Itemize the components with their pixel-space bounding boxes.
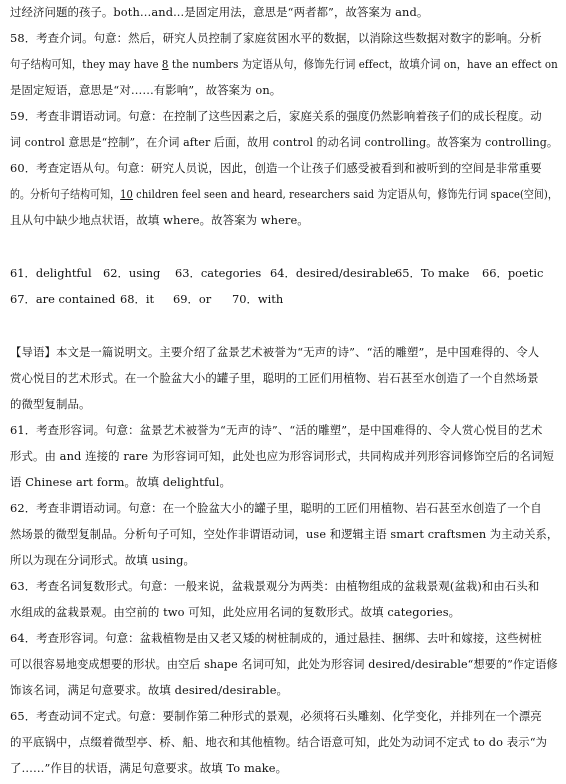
answer-item: 61．delightful: [10, 266, 92, 280]
text-line: 58．考查介词。句意：然后，研究人员控制了家庭贫困水平的数据，以消除这些数据对数字的影响。分析: [10, 31, 542, 45]
text-line: 65．考查动词不定式。句意：要制作第二种形式的景观，必须将石头雕刻、化学变化，并排列在一个漂亮: [10, 709, 542, 723]
text-line: 63．考查名词复数形式。句意：一般来说，盆栽景观分为两类：由植物组成的盆栽景观(盆栽)和由石头和: [10, 579, 540, 593]
text-line: 【导语】本文是一篇说明文。主要介绍了盆景艺术被誉为“无声的诗”、“活的雕塑”，是中国难得的、令人: [10, 345, 540, 359]
text-line: 62．考查非谓语动词。句意：在一个脸盆大小的罐子里，聪明的工匠们用植物、岩石甚至水创造了一个自: [10, 501, 542, 515]
text-line: 可以很容易地变成想要的形状。由空后 shape 名词可知，此处为形容词 desired/desirable“想要的”作定语修: [10, 657, 558, 671]
text-line: 语 Chinese art form。故填 delightful。: [10, 475, 231, 489]
answer-item: 62．using: [103, 266, 161, 280]
answer-item: 63．categories: [175, 266, 262, 280]
text-line: 水组成的盆栽景观。由空前的 two 可知，此处应用名词的复数形式。故填 categories。: [10, 605, 461, 619]
text-line: 形式。由 and 连接的 rare 为形容词可知，此处也应为形容词形式，共同构成并列形容词修饰空后的名词短: [10, 449, 555, 463]
answer-item: 65．To make: [395, 266, 470, 280]
answer-item: 66．poetic: [482, 266, 544, 280]
text-line: 的平底锅中，点缀着微型亭、桥、船、地衣和其他植物。结合语意可知，此处为动词不定式 to do 表示“为: [10, 735, 548, 749]
text-line: 赏心悦目的艺术形式。在一个脸盆大小的罐子里，聪明的工匠们用植物、岩石甚至水创造了一个自然场景: [10, 371, 539, 385]
blank-number: 10: [120, 187, 133, 201]
text-line: 60．考查定语从句。句意：研究人员说，因此，创造一个让孩子们感受被看到和被听到的空间是非常重要: [10, 161, 542, 175]
text-line: 了……”作目的状语，满足句意要求。故填 To make。: [10, 761, 288, 775]
text-line: 59．考查非谓语动词。句意：在控制了这些因素之后，家庭关系的强度仍然影响着孩子们的成长程度。动: [10, 109, 542, 123]
text-line: 64．考查形容词。句意：盆栽植物是由又老又矮的树桩制成的，通过悬挂、捆绑、去叶和嫁接，这些树桩: [10, 631, 542, 645]
answer-item: 69．or: [173, 292, 212, 306]
text-line: 饰该名词，满足句意要求。故填 desired/desirable。: [10, 683, 289, 697]
text-line: 61．考查形容词。句意：盆景艺术被誉为“无声的诗”、“活的雕塑”，是中国难得的、令人赏心悦目的艺术: [10, 423, 543, 437]
text-span: 的。分析句子结构可知，: [10, 187, 121, 201]
answer-item: 68．it: [120, 292, 155, 306]
answer-item: 64．desired/desirable: [270, 266, 397, 280]
text-line: 然场景的微型复制品。分析句子可知，空处作非谓语动词，use 和逻辑主语 smart craftsmen 为主动关系，: [10, 527, 559, 541]
text-line: 且从句中缺少地点状语，故填 where。故答案为 where。: [10, 213, 309, 227]
text-span: 句子结构可知，they may have: [10, 57, 162, 71]
blank-number: 8: [161, 57, 169, 71]
text-line: 词 control 意思是“控制”，在介词 after 后面，故用 control 的动名词 controlling。故答案为 controlling。: [10, 135, 558, 149]
answer-item: 70．with: [232, 292, 284, 306]
text-line: 过经济问题的孩子。both…and...是固定用法，意思是“两者都”，故答案为 and。: [10, 5, 429, 19]
text-line: [10, 186, 558, 202]
text-line: 是固定短语，意思是“对……有影响”，故答案为 on。: [10, 83, 282, 97]
text-span: children feel seen and heard, researchers said 为定语从句，修饰先行词 space(空间)，: [132, 187, 558, 201]
text-line: [10, 56, 558, 72]
text-span: the numbers 为定语从句，修饰先行词 effect，故填介词 on，have an effect on: [168, 57, 558, 71]
text-line: 的微型复制品。: [10, 397, 91, 411]
answer-item: 67．are contained: [10, 292, 116, 306]
text-line: 所以为现在分词形式。故填 using。: [10, 553, 196, 567]
